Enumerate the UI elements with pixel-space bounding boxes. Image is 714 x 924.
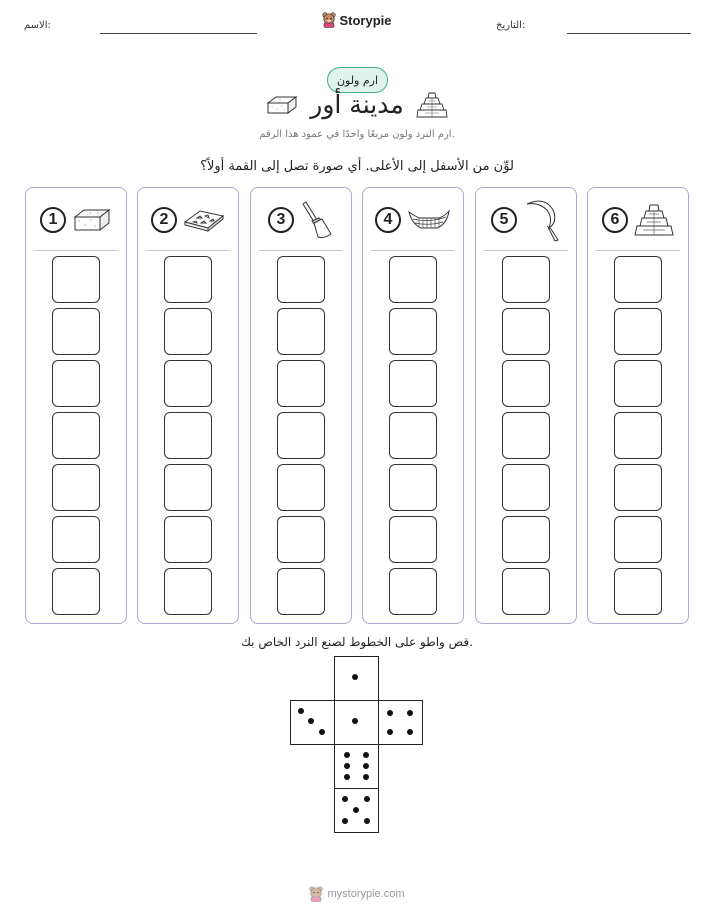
trowel-icon [300,201,334,239]
color-box[interactable] [52,256,100,303]
color-box[interactable] [614,464,662,511]
column-header [476,201,576,239]
dice-pip [363,763,369,769]
color-box[interactable] [277,308,325,355]
dice-pip [407,710,413,716]
column-number: 1 [40,207,66,233]
color-box[interactable] [164,360,212,407]
brand-name: Storypie [339,12,392,28]
column-number: 3 [268,207,294,233]
column-2 [137,187,239,624]
bear-mascot-icon [309,886,323,902]
color-box[interactable] [389,568,437,615]
column-number: 4 [375,207,401,233]
color-box[interactable] [502,464,550,511]
subtitle: ارم النرد ولون مربعًا واحدًا في عمود هذا الرقم. [259,129,455,140]
dice-pip [407,729,413,735]
dice-pip [298,708,304,714]
dice-pip [363,752,369,758]
column-1 [25,187,127,624]
mud-brick-icon [72,205,112,235]
column-header [588,201,688,239]
column-4 [362,187,464,624]
page-title: مدينة أور [310,90,404,119]
color-box[interactable] [277,464,325,511]
color-box[interactable] [164,516,212,563]
dice-pip [344,763,350,769]
dice-pip [364,796,370,802]
ziggurat-icon [634,203,674,237]
dice-face-1[interactable] [334,656,379,701]
reed-boat-icon [407,206,451,234]
color-box[interactable] [164,464,212,511]
clay-tablet-icon [183,205,225,235]
color-box[interactable] [389,256,437,303]
dice-pip [344,774,350,780]
dice-face-4[interactable] [378,700,423,745]
column-header [26,201,126,239]
color-box[interactable] [277,360,325,407]
color-box[interactable] [614,256,662,303]
title-row [0,90,714,119]
color-box[interactable] [389,464,437,511]
column-6 [587,187,689,624]
bear-mascot-icon [322,12,336,28]
dice-pip [342,818,348,824]
color-box[interactable] [277,516,325,563]
color-box[interactable] [389,516,437,563]
column-divider [259,250,343,251]
dice-pip [352,674,358,680]
dice-pip [344,752,350,758]
color-box[interactable] [277,568,325,615]
column-3 [250,187,352,624]
dice-pip [387,729,393,735]
dice-face-3[interactable] [290,700,335,745]
color-box[interactable] [52,360,100,407]
name-label: الاسم: [24,20,51,31]
color-box[interactable] [614,360,662,407]
column-header [138,201,238,239]
activity-badge: ارم ولون [327,67,388,93]
color-box[interactable] [614,516,662,563]
dice-pip [342,796,348,802]
column-number: 5 [491,207,517,233]
dice-pip [319,729,325,735]
dice-pip [352,718,358,724]
color-box[interactable] [502,516,550,563]
color-box[interactable] [164,568,212,615]
color-box[interactable] [614,308,662,355]
color-box[interactable] [614,568,662,615]
column-divider [596,250,680,251]
color-box[interactable] [52,412,100,459]
color-box[interactable] [52,464,100,511]
dice-face-6[interactable] [334,744,379,789]
ziggurat-icon [416,91,448,119]
color-box[interactable] [502,568,550,615]
mud-brick-icon [266,94,298,116]
color-box[interactable] [164,256,212,303]
column-header [363,201,463,239]
dice-pip [353,807,359,813]
dice-face-1-center[interactable] [334,700,379,745]
name-line[interactable] [100,33,257,34]
color-box[interactable] [389,412,437,459]
color-box[interactable] [52,308,100,355]
color-box[interactable] [164,308,212,355]
dice-face-5[interactable] [334,788,379,833]
dice-pip [308,718,314,724]
cut-instruction: قص واطو على الخطوط لصنع النرد الخاص بك. [241,635,473,649]
color-box[interactable] [164,412,212,459]
dice-pip [363,774,369,780]
column-divider [146,250,230,251]
dice-pip [387,710,393,716]
color-box[interactable] [502,360,550,407]
color-box[interactable] [52,568,100,615]
footer-url[interactable]: mystorypie.com [327,888,405,900]
color-box[interactable] [52,516,100,563]
color-box[interactable] [277,256,325,303]
column-number: 6 [602,207,628,233]
date-label: التاريخ: [496,20,526,31]
color-box[interactable] [502,308,550,355]
color-box[interactable] [502,256,550,303]
column-header [251,201,351,239]
color-box[interactable] [614,412,662,459]
color-box[interactable] [502,412,550,459]
sickle-icon [523,198,561,242]
dice-pip [364,818,370,824]
column-divider [34,250,118,251]
column-number: 2 [151,207,177,233]
column-divider [371,250,455,251]
footer [0,886,714,902]
color-box[interactable] [389,360,437,407]
brand-logo [0,12,714,28]
instruction: لوِّن من الأسفل إلى الأعلى. أي صورة تصل إلى القمة أولاً؟ [200,159,514,174]
color-box[interactable] [389,308,437,355]
column-divider [484,250,568,251]
date-line[interactable] [567,33,691,34]
column-5 [475,187,577,624]
color-box[interactable] [277,412,325,459]
